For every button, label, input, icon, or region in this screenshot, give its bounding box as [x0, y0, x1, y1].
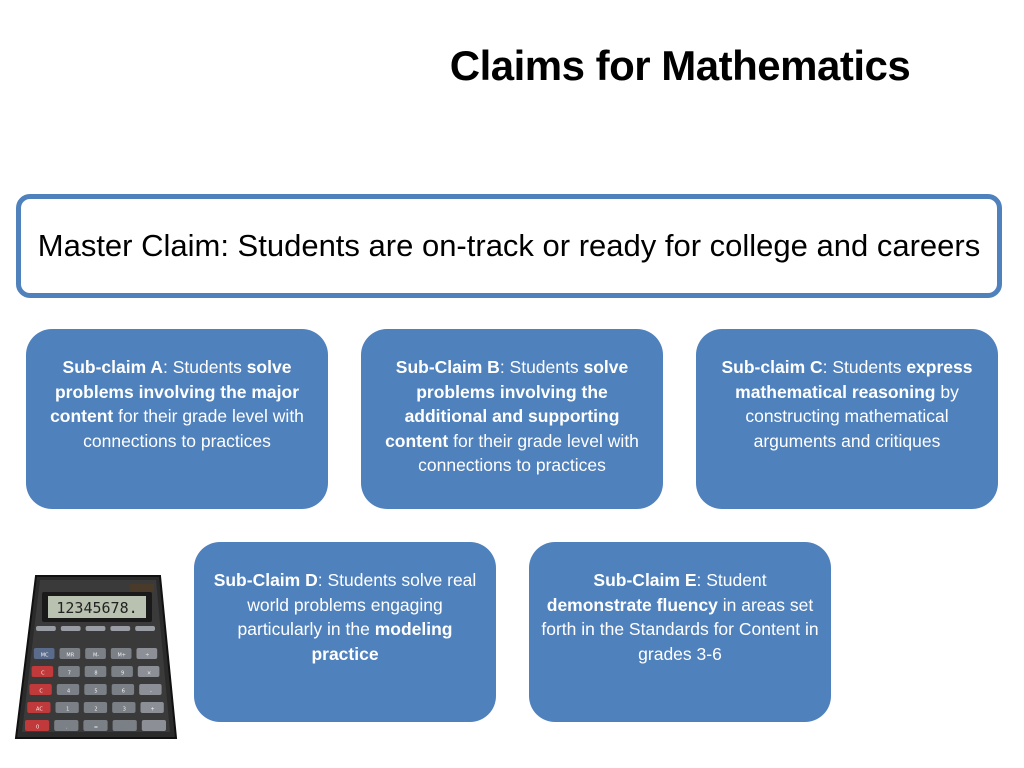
calculator-key-label: ÷ — [145, 652, 150, 659]
sub-claim-c-text-1: : Students — [822, 357, 907, 377]
calculator-key-label: . — [66, 724, 68, 731]
sub-claim-e-label: Sub-Claim E — [593, 570, 697, 590]
calculator-key — [142, 720, 166, 731]
calculator-key-label: 2 — [94, 706, 98, 713]
calculator-key-label: MR — [66, 652, 75, 659]
master-claim-box — [16, 194, 1002, 298]
slide-title: Claims for Mathematics — [449, 42, 911, 89]
sub-claim-c-box — [696, 329, 998, 509]
calculator-key — [61, 626, 81, 631]
calculator-key-label: M+ — [117, 652, 126, 659]
sub-claim-e-text-2: in areas set forth in the Standards for Content in grades 3-6 — [541, 594, 819, 664]
calculator-key-label: 1 — [66, 706, 70, 713]
sub-claim-b-text-2: for their grade level with connections to practices — [418, 430, 639, 475]
calculator-key-label: = — [93, 724, 99, 731]
calculator-key-label: AC — [35, 706, 43, 713]
calculator-key-label: 7 — [67, 670, 71, 677]
sub-claim-a-text-2: for their grade level with connections to practices — [83, 406, 304, 451]
sub-claim-b-text-1: : Students — [499, 357, 584, 377]
calculator-key — [86, 626, 106, 631]
calculator-key-label: M- — [92, 652, 100, 659]
sub-claim-d-box — [194, 542, 496, 722]
calculator-key — [135, 626, 155, 631]
sub-claim-e-emphasis: demonstrate fluency — [546, 594, 718, 615]
sub-claim-a-box — [26, 329, 328, 509]
calculator-key — [36, 626, 56, 631]
calculator-key-label: C — [41, 670, 45, 677]
calculator-key — [110, 626, 130, 631]
calculator-key-label: 6 — [121, 688, 125, 695]
sub-claim-c-emphasis: express mathematical reasoning — [735, 357, 973, 402]
calculator-image — [10, 570, 180, 745]
calculator-display: 12345678. — [56, 599, 138, 617]
calculator-key-label: 0 — [36, 724, 40, 731]
calculator-key-label: 8 — [94, 670, 98, 677]
calculator-key-label: 9 — [121, 670, 125, 677]
calculator-key-label: 4 — [67, 688, 71, 695]
calculator-key-label: × — [146, 670, 152, 677]
sub-claim-d-emphasis: modeling practice — [311, 619, 453, 664]
sub-claim-d-text-1: : Students solve real world problems engaging particularly in the — [237, 570, 477, 639]
calculator-key-label: 3 — [122, 706, 126, 713]
sub-claim-c-text-2: by constructing mathematical arguments and critiques — [745, 381, 959, 451]
sub-claim-b-box — [361, 329, 663, 509]
sub-claim-b-emphasis: solve problems involving the additional and supporting content — [385, 357, 629, 451]
sub-claim-b-label: Sub-Claim B — [395, 357, 500, 377]
sub-claim-d-label: Sub-Claim D — [213, 570, 318, 590]
sub-claim-e-text-1: : Student — [696, 570, 767, 590]
sub-claim-a-emphasis: solve problems involving the major content — [50, 357, 300, 426]
calculator-key — [113, 720, 137, 731]
calculator-key-label: - — [149, 688, 152, 695]
sub-claim-e-box — [529, 542, 831, 722]
sub-claim-c-label: Sub-claim C — [721, 357, 823, 377]
calculator-key-label: + — [150, 706, 155, 713]
sub-claim-a-text-1: : Students — [163, 357, 247, 377]
calculator-key-label: MC — [40, 652, 49, 659]
master-claim-text: Master Claim: Students are on-track or ready for college and careers — [37, 228, 981, 264]
calculator-key-label: C — [39, 688, 43, 695]
calculator-key-label: 5 — [94, 688, 98, 695]
sub-claim-a-label: Sub-claim A — [62, 357, 164, 377]
